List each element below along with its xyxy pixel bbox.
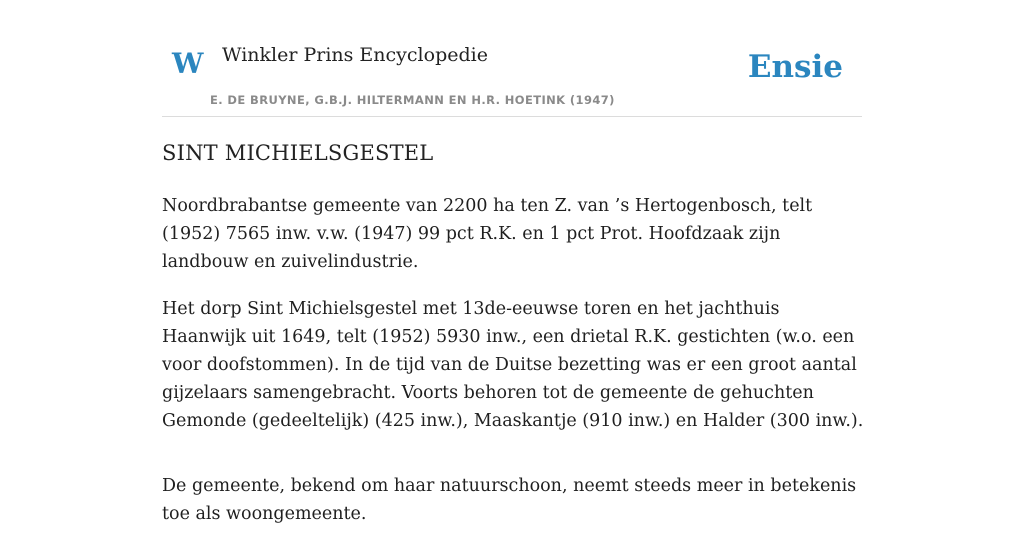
authors-byline: E. DE BRUYNE, G.B.J. HILTERMANN EN H.R. HOETINK (1947)	[210, 93, 615, 107]
paragraph: Noordbrabantse gemeente van 2200 ha ten Z. van ’s Hertogenbosch, telt (1952) 7565 inw. v.w. (1947) 99 pct R.K. en 1 pct Prot. Hoofdzaak zijn landbouw en zuivelindustrie.	[162, 196, 813, 272]
article-title: SINT MICHIELSGESTEL	[162, 141, 434, 165]
winkler-prins-logo[interactable]: W	[172, 47, 204, 80]
ensie-logo[interactable]: Ensie	[747, 49, 843, 85]
publication-title[interactable]: Winkler Prins Encyclopedie	[222, 44, 488, 66]
article-page	[162, 0, 864, 524]
site-header	[162, 0, 862, 117]
paragraph: Het dorp Sint Michielsgestel met 13de-eeuwse toren en het jachthuis Haanwijk uit 1649, telt (1952) 5930 inw., een drietal R.K. gestichten (w.o. een voor doofstommen). In de tijd van de Duitse bezetting was er een groot aantal gijzelaars samengebracht. Voorts behoren tot de gemeente de gehuchten Gemonde (gedeeltelijk) (425 inw.), Maaskantje (910 inw.) en Halder (300 inw.).	[162, 299, 864, 431]
paragraph: De gemeente, bekend om haar natuurschoon, neemt steeds meer in betekenis toe als woongemeente.	[162, 476, 857, 524]
article-body	[162, 192, 864, 547]
